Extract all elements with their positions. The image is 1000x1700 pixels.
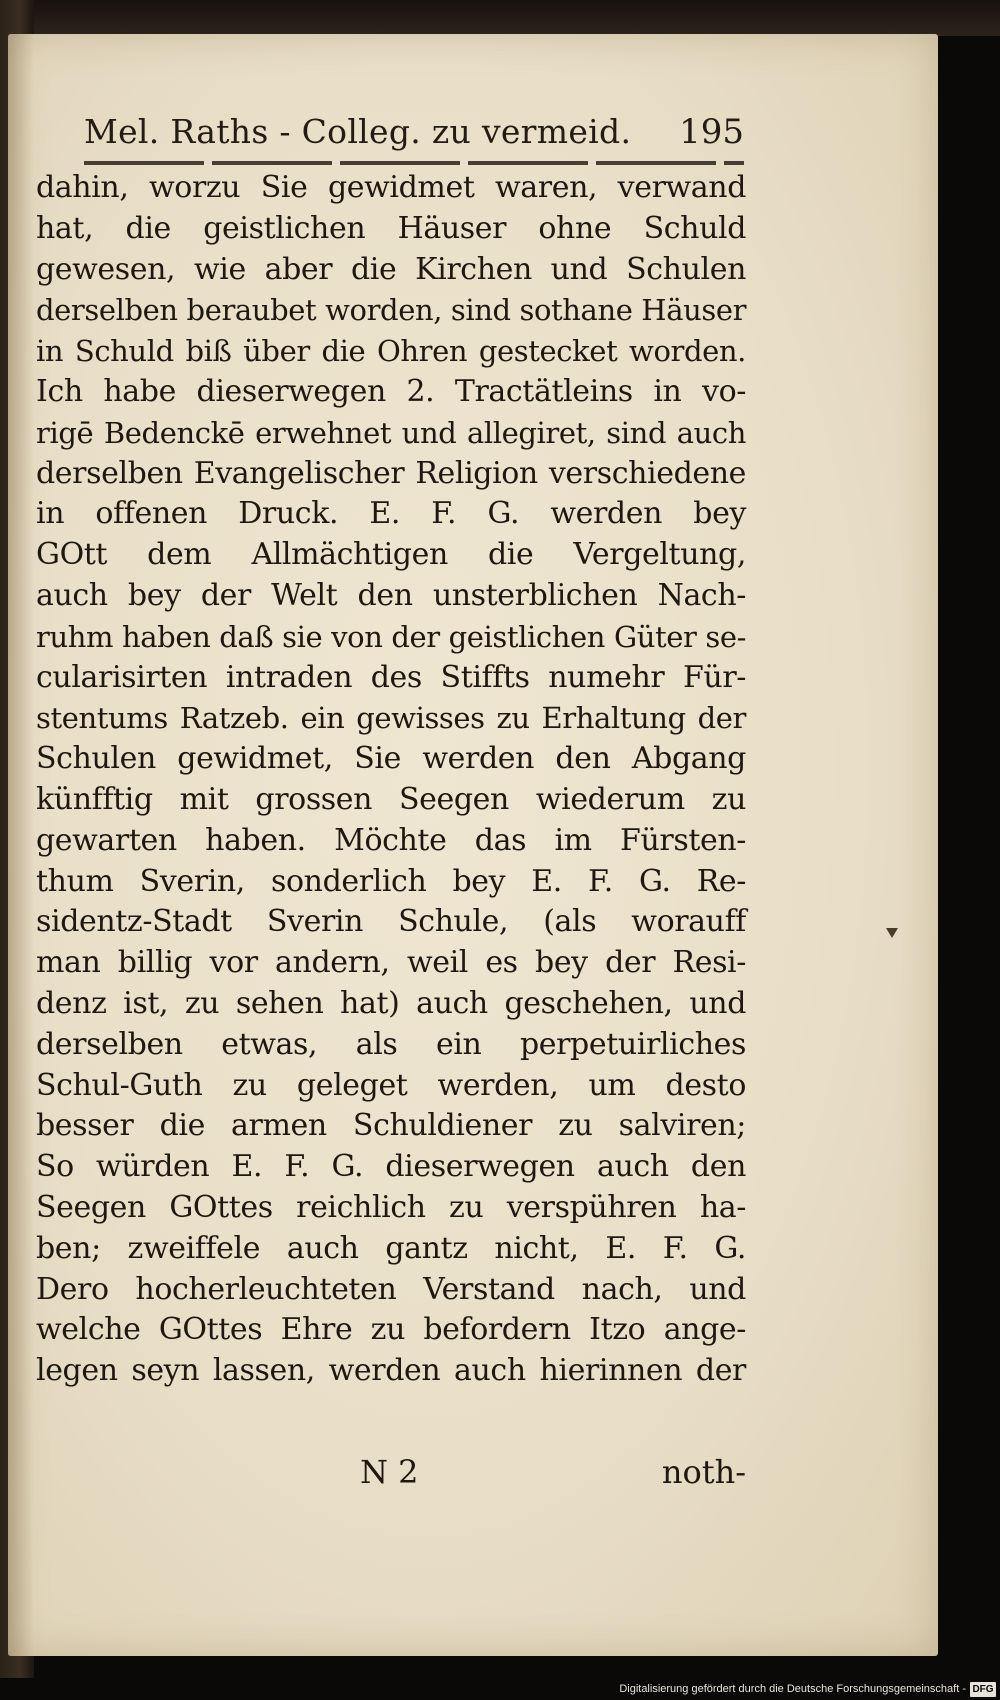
text-line: besser die armen Schuldiener zu salviren; [36, 1108, 746, 1144]
credit-bar [0, 1678, 1000, 1700]
margin-mark-icon [886, 928, 898, 938]
text-line: gewarten haben. Möchte das im Fürsten- [36, 822, 746, 858]
text-line: derselben etwas, als ein perpetuirliches [36, 1026, 746, 1062]
text-line: derselben Evangelischer Religion verschiedene [36, 455, 746, 491]
text-line: legen seyn lassen, werden auch hierinnen der [36, 1353, 746, 1389]
text-line: künfftig mit grossen Seegen wiederum zu [36, 781, 746, 817]
catchword: noth- [661, 1453, 746, 1491]
text-line: cularisirten intraden des Stiffts numehr Für- [36, 659, 746, 695]
text-line: GOtt dem Allmächtigen die Vergeltung, [36, 537, 746, 573]
digitization-credit: Digitalisierung gefördert durch die Deutsche Forschungsgemeinschaft - [619, 1683, 966, 1695]
text-line: rigē Bedenckē erwehnet und allegiret, sind auch [36, 415, 746, 450]
text-line: stentums Ratzeb. ein gewisses zu Erhaltung der [36, 701, 746, 736]
text-line: gewesen, wie aber die Kirchen und Schulen [36, 251, 746, 287]
text-line: Ich habe dieserwegen 2. Tractätleins in vo- [36, 373, 746, 409]
text-line: man billig vor andern, weil es bey der Resi- [36, 945, 746, 981]
text-line: ben; zweiffele auch gantz nicht, E. F. G. [36, 1230, 746, 1266]
text-line: So würden E. F. G. dieserwegen auch den [36, 1149, 746, 1185]
text-line: ruhm haben daß sie von der geistlichen Güter se- [36, 619, 746, 654]
text-line: in Schuld biß über die Ohren gestecket worden. [36, 334, 746, 369]
text-line: sidentz-Stadt Sverin Schule, (als worauff [36, 904, 746, 940]
dfg-logo: DFG [970, 1682, 996, 1697]
text-line: derselben beraubet worden, sind sothane Häuser [36, 293, 747, 328]
text-line: Dero hocherleuchteten Verstand nach, und [36, 1271, 746, 1307]
running-head: Mel. Raths - Colleg. zu vermeid. [84, 112, 632, 151]
text-line: Schul-Guth zu geleget werden, um desto [36, 1067, 746, 1103]
scan-border-top [0, 0, 1000, 36]
text-line: denz ist, zu sehen hat) auch geschehen, und [36, 985, 746, 1021]
page-footer [360, 1450, 746, 1494]
text-line: in offenen Druck. E. F. G. werden bey [36, 496, 746, 532]
page-gutter-shadow [8, 34, 34, 1656]
text-line: thum Sverin, sonderlich bey E. F. G. Re- [36, 863, 746, 899]
signature-mark: N 2 [360, 1453, 419, 1491]
page-number: 195 [679, 112, 744, 152]
page-header [84, 110, 744, 156]
text-line: hat, die geistlichen Häuser ohne Schuld [36, 210, 746, 246]
text-line: Seegen GOttes reichlich zu verspühren ha- [36, 1189, 746, 1225]
header-rule [84, 161, 744, 165]
text-line: welche GOttes Ehre zu befordern Itzo ange- [36, 1312, 746, 1348]
text-line: auch bey der Welt den unsterblichen Nach- [36, 577, 746, 613]
text-line: Schulen gewidmet, Sie werden den Abgang [36, 741, 746, 777]
text-line: dahin, worzu Sie gewidmet waren, verwand [36, 170, 746, 205]
body-text [36, 168, 746, 1392]
